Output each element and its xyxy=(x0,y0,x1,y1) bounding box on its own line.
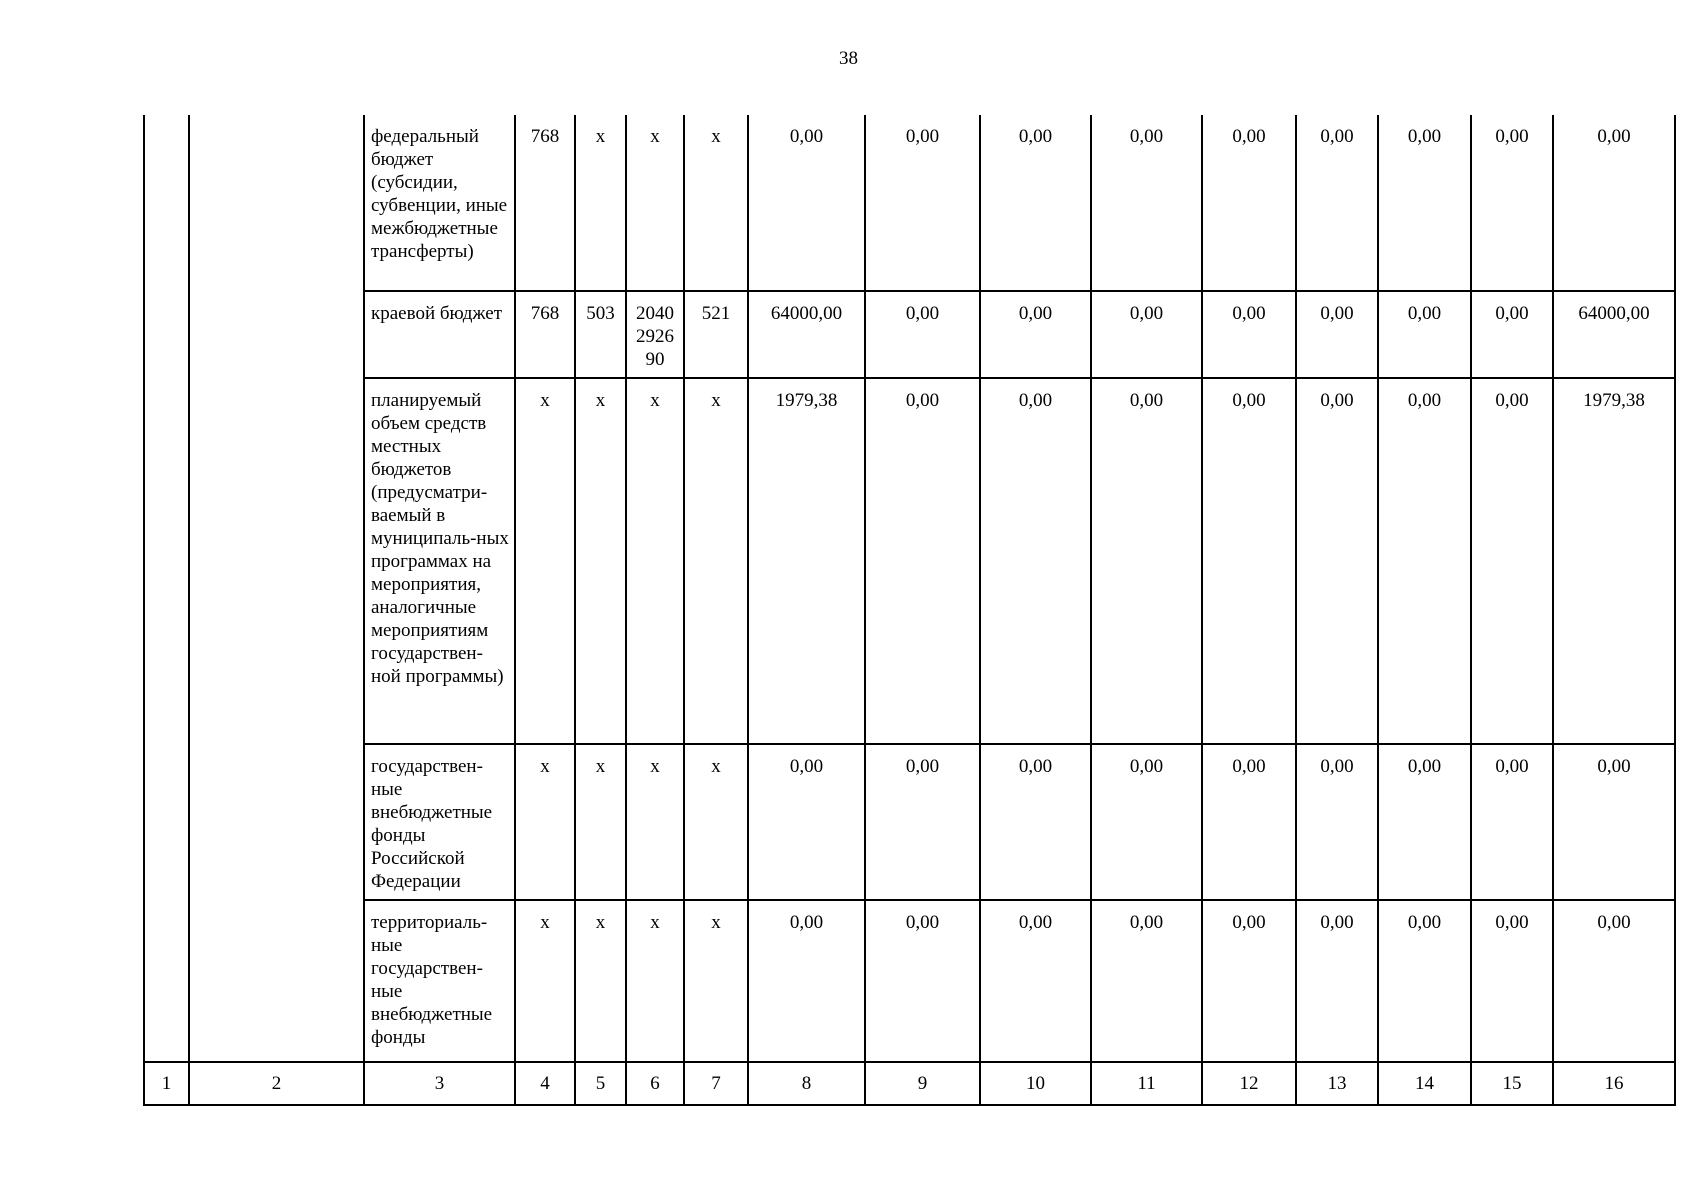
funding-source-cell: государствен-ные внебюджетные фонды Российской Федерации xyxy=(364,744,515,900)
grbs-cell: x xyxy=(515,378,575,744)
value-cell: 0,00 xyxy=(1471,115,1553,291)
value-cell: 0,00 xyxy=(748,900,865,1062)
csr-cell: x xyxy=(626,378,684,744)
budget-table xyxy=(143,115,1676,1106)
grbs-cell: x xyxy=(515,744,575,900)
value-cell: 0,00 xyxy=(1471,378,1553,744)
value-cell: 0,00 xyxy=(1471,291,1553,378)
value-cell: 0,00 xyxy=(1091,900,1202,1062)
total-cell: 0,00 xyxy=(1553,900,1675,1062)
table-row xyxy=(144,900,1675,1062)
total-cell: 1979,38 xyxy=(1553,378,1675,744)
value-cell: 0,00 xyxy=(1091,291,1202,378)
value-cell: 0,00 xyxy=(1378,900,1471,1062)
value-cell: 0,00 xyxy=(1202,115,1296,291)
column-2-cell xyxy=(189,900,364,1062)
grbs-cell: x xyxy=(515,900,575,1062)
csr-cell: x xyxy=(626,115,684,291)
column-1-cell xyxy=(144,378,189,744)
column-number: 2 xyxy=(189,1062,364,1105)
value-cell: 0,00 xyxy=(1202,900,1296,1062)
value-cell: 0,00 xyxy=(1202,291,1296,378)
value-cell: 0,00 xyxy=(1091,378,1202,744)
column-number: 12 xyxy=(1202,1062,1296,1105)
column-number: 4 xyxy=(515,1062,575,1105)
value-cell: 0,00 xyxy=(748,744,865,900)
rzpr-cell: x xyxy=(575,115,626,291)
value-cell: 1979,38 xyxy=(748,378,865,744)
funding-source-cell: планируемый объем средств местных бюджетов (предусматри-ваемый в муниципаль-ных программах на мероприятия, аналогичные мероприятиям государствен-ной программы) xyxy=(364,378,515,744)
value-cell: 0,00 xyxy=(748,115,865,291)
csr-cell: x xyxy=(626,744,684,900)
column-number: 5 xyxy=(575,1062,626,1105)
value-cell: 0,00 xyxy=(1471,900,1553,1062)
column-number: 15 xyxy=(1471,1062,1553,1105)
value-cell: 0,00 xyxy=(980,900,1091,1062)
value-cell: 64000,00 xyxy=(748,291,865,378)
value-cell: 0,00 xyxy=(1296,378,1378,744)
value-cell: 0,00 xyxy=(865,900,980,1062)
column-2-cell xyxy=(189,378,364,744)
column-2-cell xyxy=(189,115,364,291)
vr-cell: x xyxy=(684,115,748,291)
value-cell: 0,00 xyxy=(1296,900,1378,1062)
funding-source-cell: краевой бюджет xyxy=(364,291,515,378)
value-cell: 0,00 xyxy=(1091,115,1202,291)
page-number: 38 xyxy=(839,48,858,69)
column-number: 11 xyxy=(1091,1062,1202,1105)
column-2-cell xyxy=(189,291,364,378)
grbs-cell: 768 xyxy=(515,115,575,291)
rzpr-cell: x xyxy=(575,378,626,744)
value-cell: 0,00 xyxy=(980,291,1091,378)
value-cell: 0,00 xyxy=(865,378,980,744)
vr-cell: x xyxy=(684,900,748,1062)
value-cell: 0,00 xyxy=(1296,115,1378,291)
value-cell: 0,00 xyxy=(1296,291,1378,378)
csr-cell: 2040 2926 90 xyxy=(626,291,684,378)
value-cell: 0,00 xyxy=(865,744,980,900)
table-row xyxy=(144,291,1675,378)
vr-cell: x xyxy=(684,744,748,900)
grbs-cell: 768 xyxy=(515,291,575,378)
value-cell: 0,00 xyxy=(1378,291,1471,378)
column-1-cell xyxy=(144,900,189,1062)
column-number: 7 xyxy=(684,1062,748,1105)
column-1-cell xyxy=(144,291,189,378)
funding-source-cell: территориаль-ные государствен-ные внебюджетные фонды xyxy=(364,900,515,1062)
total-cell: 0,00 xyxy=(1553,744,1675,900)
value-cell: 0,00 xyxy=(865,291,980,378)
rzpr-cell: 503 xyxy=(575,291,626,378)
column-number: 10 xyxy=(980,1062,1091,1105)
value-cell: 0,00 xyxy=(865,115,980,291)
total-cell: 0,00 xyxy=(1553,115,1675,291)
value-cell: 0,00 xyxy=(1378,378,1471,744)
table-row xyxy=(144,378,1675,744)
column-number: 14 xyxy=(1378,1062,1471,1105)
rzpr-cell: x xyxy=(575,744,626,900)
value-cell: 0,00 xyxy=(1296,744,1378,900)
value-cell: 0,00 xyxy=(1378,115,1471,291)
column-number: 1 xyxy=(144,1062,189,1105)
vr-cell: 521 xyxy=(684,291,748,378)
total-cell: 64000,00 xyxy=(1553,291,1675,378)
value-cell: 0,00 xyxy=(1202,744,1296,900)
column-1-cell xyxy=(144,744,189,900)
funding-source-cell: федеральный бюджет (субсидии, субвенции, иные межбюджетные трансферты) xyxy=(364,115,515,291)
column-number: 16 xyxy=(1553,1062,1675,1105)
column-number: 13 xyxy=(1296,1062,1378,1105)
column-number: 9 xyxy=(865,1062,980,1105)
column-number-row xyxy=(144,1062,1675,1105)
column-number: 6 xyxy=(626,1062,684,1105)
value-cell: 0,00 xyxy=(1091,744,1202,900)
value-cell: 0,00 xyxy=(1378,744,1471,900)
rzpr-cell: x xyxy=(575,900,626,1062)
column-number: 8 xyxy=(748,1062,865,1105)
value-cell: 0,00 xyxy=(980,744,1091,900)
value-cell: 0,00 xyxy=(1471,744,1553,900)
vr-cell: x xyxy=(684,378,748,744)
value-cell: 0,00 xyxy=(980,115,1091,291)
csr-cell: x xyxy=(626,900,684,1062)
table-row xyxy=(144,115,1675,291)
table-row xyxy=(144,744,1675,900)
column-number: 3 xyxy=(364,1062,515,1105)
value-cell: 0,00 xyxy=(980,378,1091,744)
column-2-cell xyxy=(189,744,364,900)
column-1-cell xyxy=(144,115,189,291)
value-cell: 0,00 xyxy=(1202,378,1296,744)
